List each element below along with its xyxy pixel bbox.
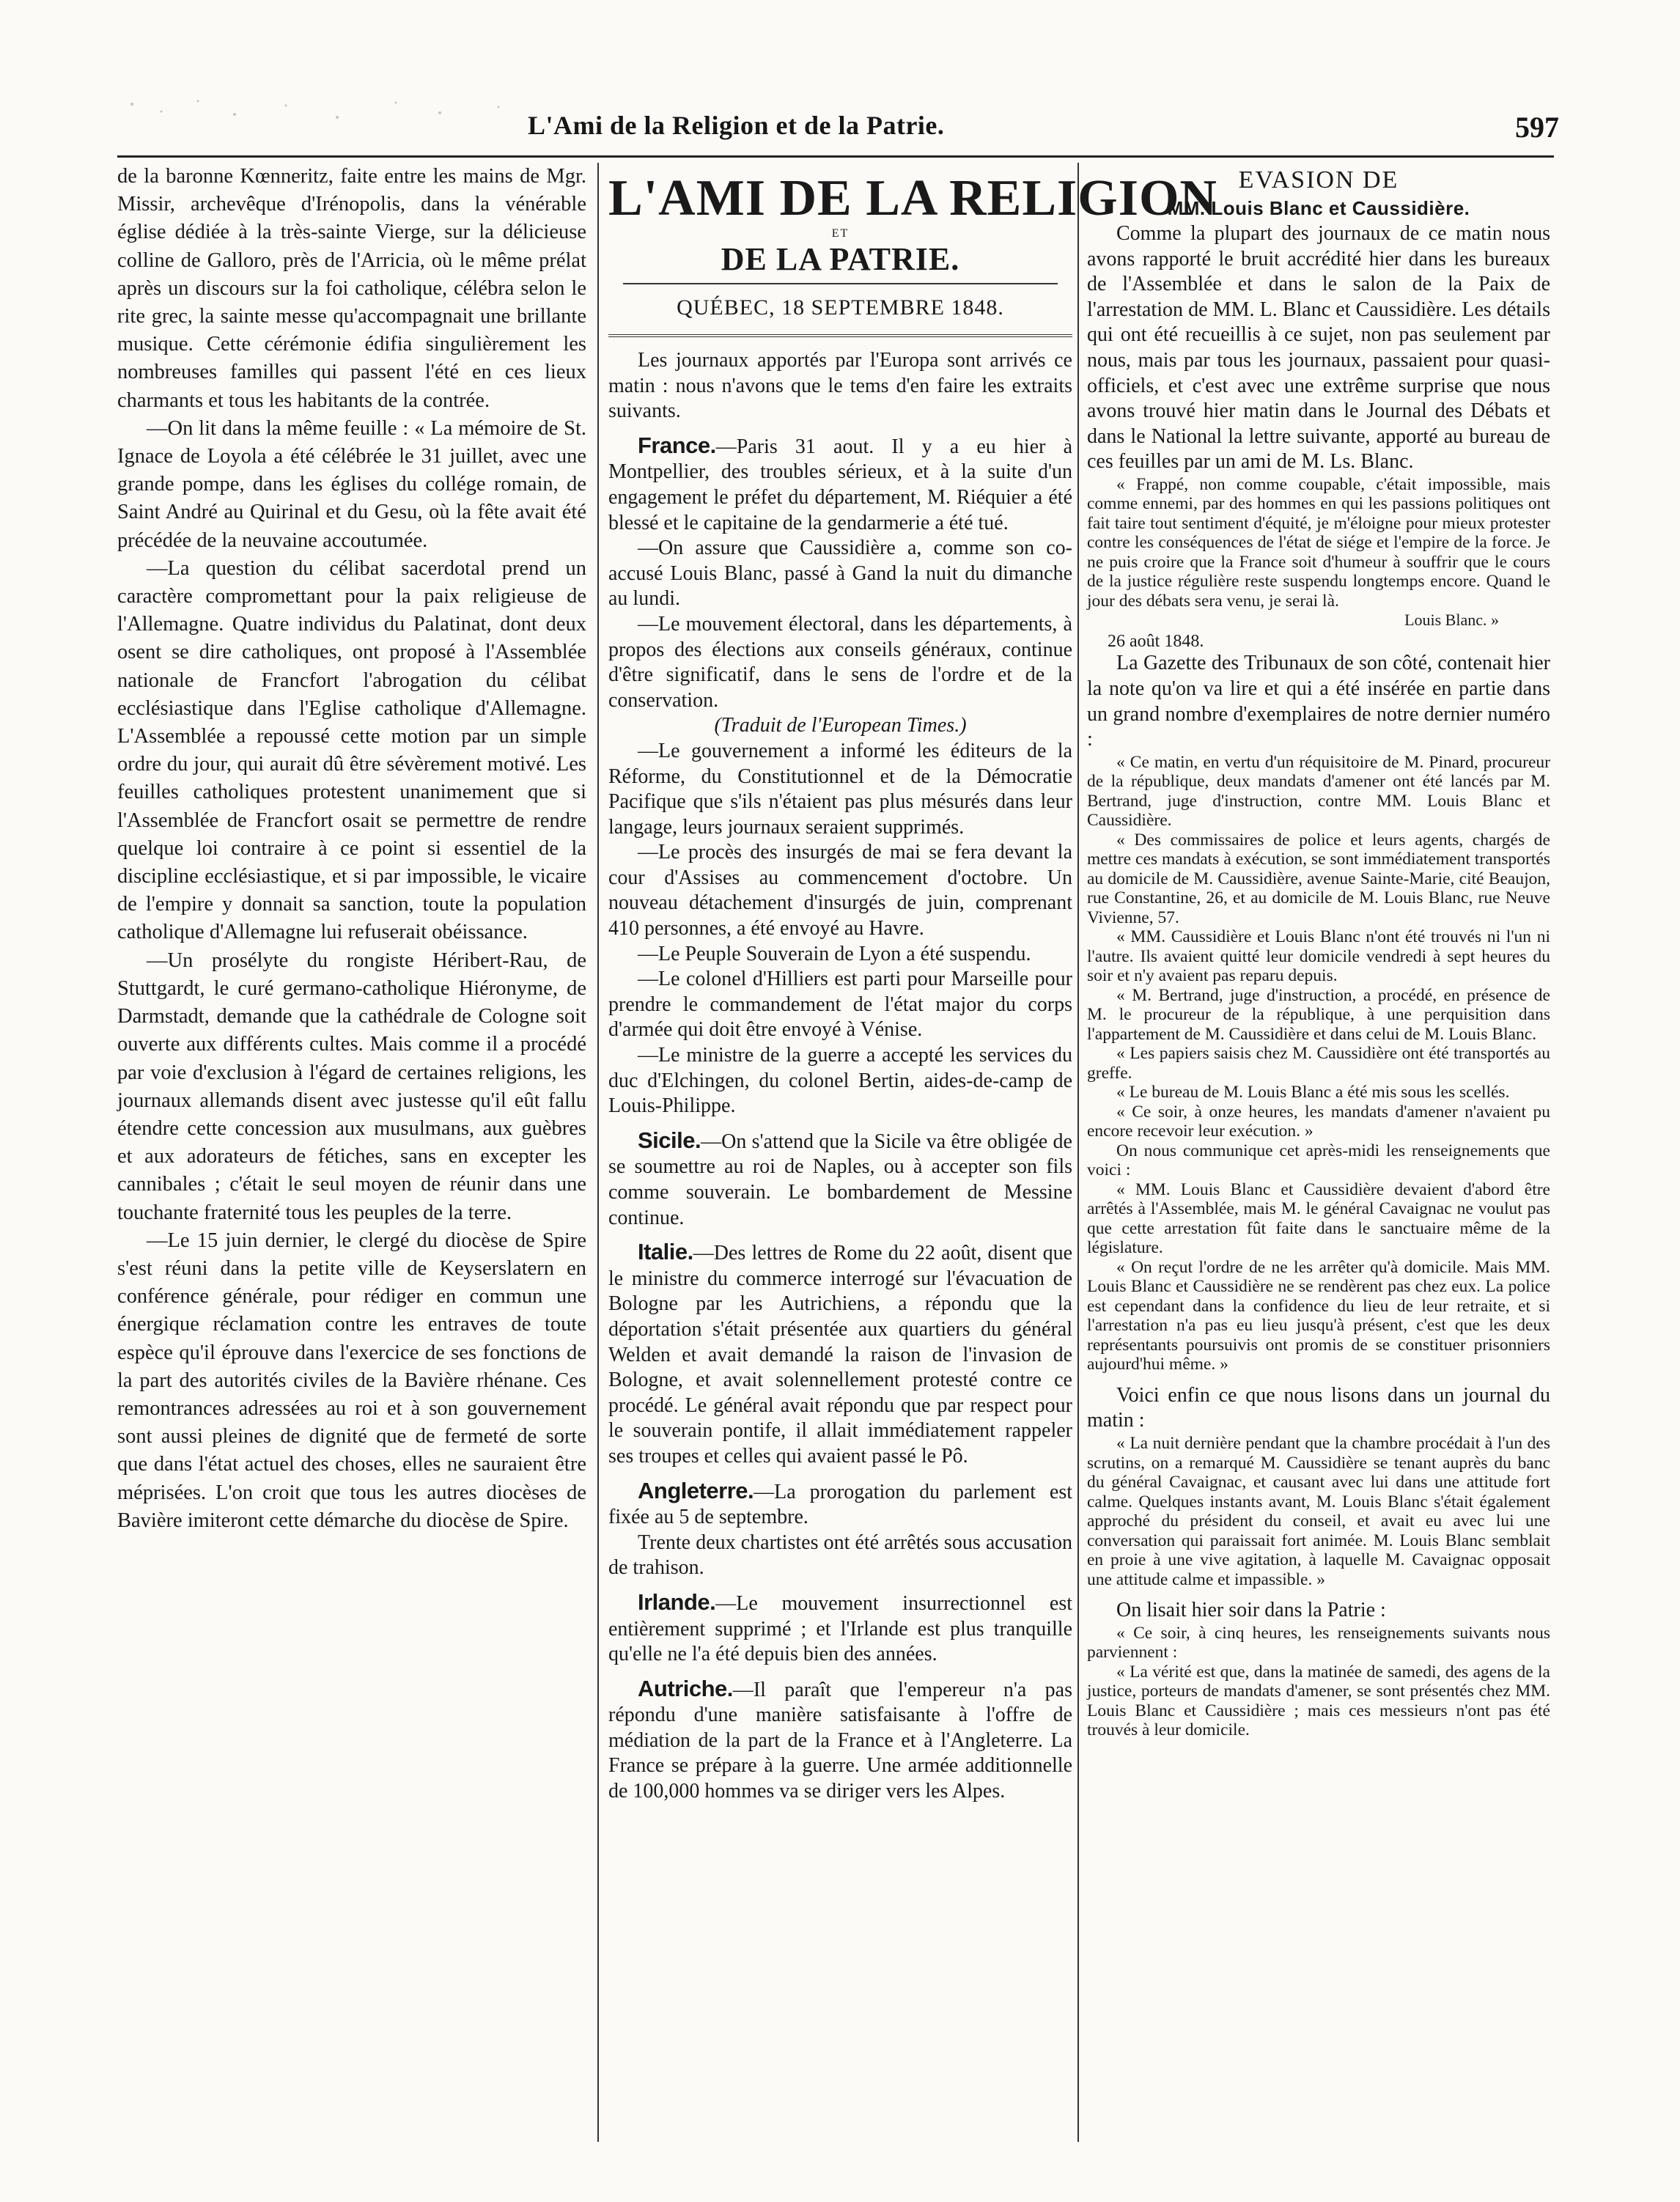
quote-paragraph: « Ce soir, à onze heures, les mandats d'amener n'avaient pu encore recevoir leur exécution. » [1087,1102,1550,1141]
article-paragraph: —Le 15 juin dernier, le clergé du diocèse de Spire s'est réuni dans la petite ville de Keyserslatern en conférence générale, pour rédiger en commun une énergique réclamation contre les entraves de toute espèce qu'il éprouve dans l'exercice de ses fonctions de la part des autorités civiles de la Bavière rhénane. Ces remontrances adressées au roi et à son gouvernement sont aussi pleines de dignité que de fermeté de sorte que dans l'état actuel des choses, elles ne sauraient être méprisées. L'on croit que tous les autres diocèses de Bavière imiteront cette démarche du diocèse de Spire. [117,1229,586,1532]
news-item: —Le procès des insurgés de mai se fera devant la cour d'Assises au commencement d'octobre. Un nouveau détachement d'insurgés de juin, comprenant 410 personnes, a été envoyé au Havre. [608,841,1072,940]
article-paragraph: Comme la plupart des journaux de ce matin nous avons rapporté le bruit accrédité hier dans les bureaux de l'Assemblée et dans le salon de la Paix de l'arrestation de MM. L. Blanc et Caussidière. Les détails qui ont été recueillis à ce sujet, non pas seulement par nous, mais par tous les journaux, passaient pour quasi-officiels, et c'est avec une extrême surprise que nous avons trouvé hier matin dans le Journal des Débats et dans le National la lettre suivante, apporté au bureau de ces feuilles par un ami de M. Ls. Blanc. [1087,222,1550,474]
column-right [1087,163,1550,1740]
news-item: —Le colonel d'Hilliers est parti pour Marseille pour prendre le commandement de l'état major du corps d'armée qui doit être envoyé à Vénise. [608,968,1072,1042]
column-left [117,163,586,1535]
masthead-title: L'AMI DE LA RELIGION [608,170,1217,227]
news-item-france [608,433,1072,536]
column-divider-1 [597,163,599,2142]
quote-paragraph: « MM. Louis Blanc et Caussidière devaient d'abord être arrêtés à l'Assemblée, mais M. le général Cavaignac ne voulut pas que cette arrestation fût faite dans le sanctuaire même de la législature. [1087,1179,1550,1258]
news-item: Trente deux chartistes ont été arrêtés sous accusation de trahison. [608,1531,1072,1580]
quoted-patrie [1087,1624,1550,1740]
news-item: —Le mouvement électoral, dans les départements, à propos des élections aux conseils généraux, continue d'être significatif, dans le sens de l'ordre et de la conservation. [608,612,1072,712]
masthead-subtitle: DE LA PATRIE. [721,241,960,277]
quote-paragraph: « La vérité est que, dans la matinée de samedi, des agens de la justice, porteurs de mandats d'amener, se sont présentés chez MM. Louis Blanc et Caussidière ; mais ces messieurs n'ont pas été trouvés à leur domicile. [1087,1662,1550,1740]
quoted-letter [1087,475,1550,652]
section-heading-autriche: Autriche. [638,1675,733,1701]
article-paragraph: On lisait hier soir dans la Patrie : [1116,1599,1386,1621]
quote-paragraph: « Les papiers saisis chez M. Caussidière ont été transportés au greffe. [1087,1044,1550,1083]
signature: Louis Blanc. » [1404,611,1499,630]
news-item: —Le Peuple Souverain de Lyon a été suspendu. [638,942,1031,965]
news-text: —Le mouvement insurrectionnel est entièrement supprimé ; et l'Irlande est plus tranquille qu'elle ne l'a été depuis bien des années. [608,1591,1072,1666]
article-paragraph: —Un prosélyte du rongiste Héribert-Rau, de Stuttgardt, le curé germano-catholique Hiéronyme, de Darmstadt, demande que la cathédrale de Cologne soit ouverte aux différents cultes. Mais comme il a procédé par voie d'exclusion à l'égard de certaines religions, les journaux allemands disent avec justesse qu'il eût fallu étendre cette concession aux musulmans, aux guèbres et aux adorateurs de fétiches, sans en excepter les cannibales ; c'était le seul moyen de réunir dans une touchante fraternité tous les peuples de la terre. [117,949,586,1224]
masthead-conjunction: ET [831,227,850,240]
article-paragraph: La Gazette des Tribunaux de son côté, contenait hier la note qu'on va lire et qui a été insérée en partie dans un grand nombre d'exemplaires de notre dernier numéro : [1087,652,1550,751]
quoted-note [1087,753,1550,1374]
quote-paragraph: « La nuit dernière pendant que la chambre procédait à l'un des scrutins, on a remarqué M. Caussidière se tenant auprès du banc du général Cavaignac, et causant avec lui dans une attitude fort calme. Quelques instants avant, M. Louis Blanc s'était également approché du président du conseil, et avait eu avec lui une conversation qui paraissait fort animée. M. Louis Blanc semblait en proie à une vive agitation, à laquelle M. Cavaignac opposait une attitude calme et impassible. » [1087,1434,1550,1589]
quote-paragraph: « Ce soir, à cinq heures, les renseignements suivants nous parviennent : [1087,1623,1550,1662]
running-head-title: L'Ami de la Religion et de la Patrie. [528,111,945,140]
quote-paragraph: « On reçut l'ordre de ne les arrêter qu'à domicile. Mais MM. Louis Blanc et Caussidière ne se rendèrent pas chez eux. La police est cependant dans la confidence du lieu de leur retraite, et si l'arrestation n'a pas eu lieu jusqu'à présent, c'est que les deux représentants poursuivis ont promis de se constituer prisonniers aujourd'hui même. » [1087,1257,1550,1374]
news-item-irlande [608,1590,1072,1668]
news-text: —Des lettres de Rome du 22 août, disent que le ministre du commerce interrogé sur l'évacuation de Bologne par les Autrichiens, a répondu que la déportation s'était présentée aux quartiers du général Welden et avait demandé la raison de l'invasion de Bologne, et avait solennellement protesté contre ce procédé. Le général avait répondu que par respect pour le souverain pontife, il allait immédiatement rappeler ses troupes et celles qui avaient passé le Pô. [608,1242,1072,1468]
quote-paragraph: On nous communique cet après-midi les renseignements que voici : [1087,1141,1550,1180]
quote-paragraph: « Ce matin, en vertu d'un réquisitoire de M. Pinard, procureur de la république, deux mandats d'amener ont été lancés par M. Bertrand, juge d'instruction, contre MM. Louis Blanc et Caussidière. [1087,752,1550,831]
intro-paragraph: Les journaux apportés par l'Europa sont arrivés ce matin : nous n'avons que le tems d'en faire les extraits suivants. [608,349,1072,423]
news-text: —Il paraît que l'empereur n'a pas répondu d'une manière satisfaisante à l'offre de médiation de la part de la France et à l'Angleterre. La France se prépare à la guerre. Une armée additionnelle de 100,000 hommes va se diriger vers les Alpes. [608,1678,1072,1803]
quoted-journal [1087,1434,1550,1589]
running-head [0,110,1680,154]
article-subtitle: MM. Louis Blanc et Caussidière. [1167,197,1470,219]
source-credit: (Traduit de l'European Times.) [714,714,967,737]
news-item-italie [608,1240,1072,1469]
page-number: 597 [1515,111,1559,144]
quote-paragraph: « M. Bertrand, juge d'instruction, a procédé, en présence de M. le procureur de la république, à une perquisition dans l'appartement de M. Caussidière et dans celui de M. Louis Blanc. [1087,985,1550,1044]
article-paragraph: —On lit dans la même feuille : « La mémoire de St. Ignace de Loyola a été célébrée le 31 juillet, avec une grande pompe, dans les églises du collége romain, de Saint André au Quirinal et du Gesu, où la fête avait été précédée de la neuvaine accoutumée. [117,416,586,552]
article-paragraph: de la baronne Kœnneritz, faite entre les mains de Mgr. Missir, archevêque d'Irénopolis, dans la vénérable église dédiée à la très-sainte Vierge, sur la délicieuse colline de Galloro, près de l'Arricia, où le même prélat après un discours sur la foi catholique, célébra selon le rite grec, la sainte messe qu'accompagnait une brillante musique. Cette cérémonie édifia singulièrement les nombreuses familles qui passent l'été en ces lieux charmants et tous les habitants de la contrée. [117,165,586,412]
header-rule [117,155,1554,158]
news-text: —La prorogation du parlement est fixée au 5 de septembre. [608,1480,1072,1529]
news-item-autriche [608,1676,1072,1805]
section-heading-italie: Italie. [638,1239,693,1265]
section-heading-irlande: Irlande. [638,1588,716,1615]
news-item: —Le gouvernement a informé les éditeurs de la Réforme, du Constitutionnel et de la Démocratie Pacifique que s'ils n'étaient pas plus mésurés dans leur langage, leurs journaux seraient supprimés. [608,739,1072,839]
quote-paragraph: « MM. Caussidière et Louis Blanc n'ont été trouvés ni l'un ni l'autre. Ils avaient quitté leur domicile vendredi à sept heures du soir et n'y avaient pas reparu depuis. [1087,927,1550,986]
column-divider-2 [1077,163,1079,2142]
article-paragraph: —La question du célibat sacerdotal prend un caractère compromettant pour la paix religieuse de l'Allemagne. Quatre individus du Palatinat, dont deux osent se dire catholiques, ont proposé à l'Assemblée nationale de Francfort l'abrogation du célibat ecclésiastique dans l'Eglise catholique d'Allemagne. L'Assemblée a repoussé cette motion par un simple ordre du jour, qui aurait dû être sévèrement motivé. Les feuilles catholiques protestent unanimement que si l'Assemblée de Francfort osait se permettre de rendre quelque loi contraire à ce point si essentiel de la discipline ecclésiastique, et si par impossible, le vicaire de l'empire y donnait sa sanction, toute la population catholique d'Allemagne lui refuserait obéissance. [117,556,586,944]
news-text: —On s'attend que la Sicile va être obligée de se soumettre au roi de Naples, ou à accepter son fils comme souverain. Le bombardement de Messine continue. [608,1130,1072,1229]
article-title: EVASION DE [1238,166,1399,194]
news-item-angleterre [608,1479,1072,1531]
article-paragraph: Voici enfin ce que nous lisons dans un journal du matin : [1087,1383,1550,1432]
section-heading-sicile: Sicile. [638,1127,701,1153]
news-item: —On assure que Caussidière a, comme son co-accusé Louis Blanc, passé à Gand la nuit du dimanche au lundi. [608,537,1072,611]
letter-date: 26 août 1848. [1108,631,1204,651]
news-item: —Le ministre de la guerre a accepté les services du duc d'Elchingen, du colonel Bertin, aides-de-camp de Louis-Philippe. [608,1044,1072,1118]
dateline-double-rule [608,334,1072,339]
quote-paragraph: « Des commissaires de police et leurs agents, chargés de mettre ces mandats à exécution, se sont immédiatement transportés au domicile de M. Caussidière, avenue Sainte-Marie, cité Beaujon, rue Constantine, 26, et au domicile de M. Louis Blanc, rue Neuve Vivienne, 57. [1087,830,1550,927]
news-text: —Paris 31 aout. Il y a eu hier à Montpellier, des troubles sérieux, et à la suite d'un engagement le préfet du département, M. Riéquier a été blessé et le capitaine de la gendarmerie a été tué. [608,435,1072,534]
masthead [608,170,1217,339]
section-heading-angleterre: Angleterre. [638,1477,754,1503]
news-item-sicile [608,1128,1072,1231]
quote-paragraph: « Frappé, non comme coupable, c'était impossible, mais comme ennemi, par des hommes en qui les passions politiques ont fait taire tout sentiment d'équité, je m'éloigne pour mieux protester contre les conséquences de l'état de siége et l'empire de la force. Je ne puis croire que la France soit d'humeur à souffrir que le cours de la justice régulière reste suspendu longtemps encore. Quand le jour des débats sera venu, je serai là. [1087,474,1550,611]
quote-paragraph: « Le bureau de M. Louis Blanc a été mis sous les scellés. [1116,1083,1510,1102]
section-heading-france: France. [638,432,716,458]
dateline: QUÉBEC, 18 SEPTEMBRE 1848. [677,295,1004,320]
masthead-rule [623,283,1058,284]
